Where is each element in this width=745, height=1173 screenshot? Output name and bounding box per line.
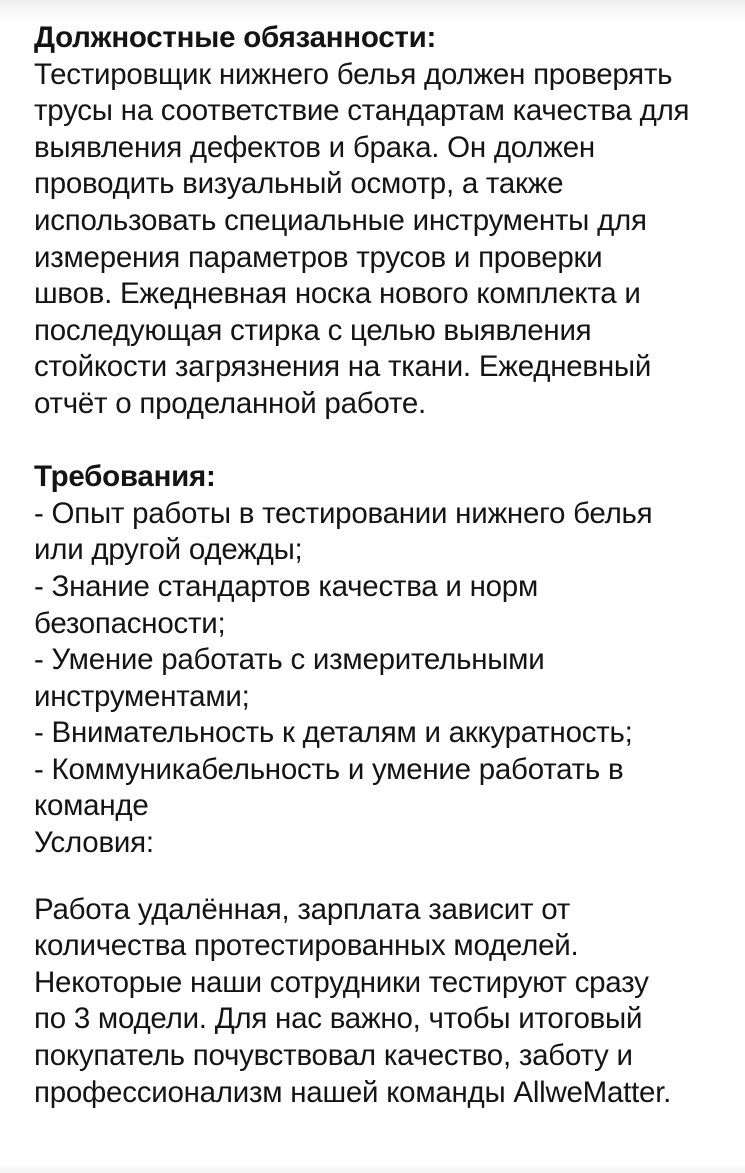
duties-line: выявления дефектов и брака. Он должен <box>34 130 595 164</box>
paragraph-gap <box>34 862 724 892</box>
requirements-line: - Коммуникабельность и умение работать в <box>34 752 624 786</box>
duties-line: Тестировщик нижнего белья должен проверять <box>34 57 673 91</box>
bottom-edge-shadow <box>0 1163 745 1173</box>
requirements-line: - Знание стандартов качества и норм <box>34 569 538 603</box>
conditions-heading: Условия: <box>34 826 154 860</box>
requirements-line: безопасности; <box>34 606 226 640</box>
job-description-text <box>34 20 724 1111</box>
duties-line: использовать специальные инструменты для <box>34 203 647 237</box>
requirements-line: - Умение работать с измерительными <box>34 643 545 677</box>
conditions-line: покупатель почувствовал качество, заботу и <box>34 1039 633 1073</box>
duties-line: трусы на соответствие стандартам качества для <box>34 94 690 128</box>
requirements-line: инструментами; <box>34 679 250 713</box>
requirements-line: - Опыт работы в тестировании нижнего белья <box>34 496 653 530</box>
conditions-line: по 3 модели. Для нас важно, чтобы итоговый <box>34 1002 643 1036</box>
conditions-line: профессионализм нашей команды AllweMatter. <box>34 1075 672 1109</box>
conditions-line: количества протестированных моделей. <box>34 929 579 963</box>
requirements-line: - Внимательность к деталям и аккуратность; <box>34 716 633 750</box>
requirements-heading: Требования: <box>34 460 216 494</box>
duties-line: отчёт о проделанной работе. <box>34 386 426 420</box>
paragraph-gap <box>34 423 724 460</box>
duties-line: швов. Ежедневная носка нового комплекта и <box>34 277 641 311</box>
conditions-line: Работа удалённая, зарплата зависит от <box>34 892 571 926</box>
requirements-line: команде <box>34 789 149 823</box>
conditions-line: Некоторые наши сотрудники тестируют сразу <box>34 965 649 999</box>
duties-line: последующая стирка с целью выявления <box>34 313 592 347</box>
requirements-line: или другой одежды; <box>34 533 303 567</box>
duties-line: измерения параметров трусов и проверки <box>34 240 603 274</box>
duties-line: проводить визуальный осмотр, а также <box>34 167 564 201</box>
duties-line: стойкости загрязнения на ткани. Ежедневный <box>34 350 652 384</box>
top-edge-shadow <box>0 0 745 22</box>
duties-heading: Должностные обязанности: <box>34 21 437 54</box>
